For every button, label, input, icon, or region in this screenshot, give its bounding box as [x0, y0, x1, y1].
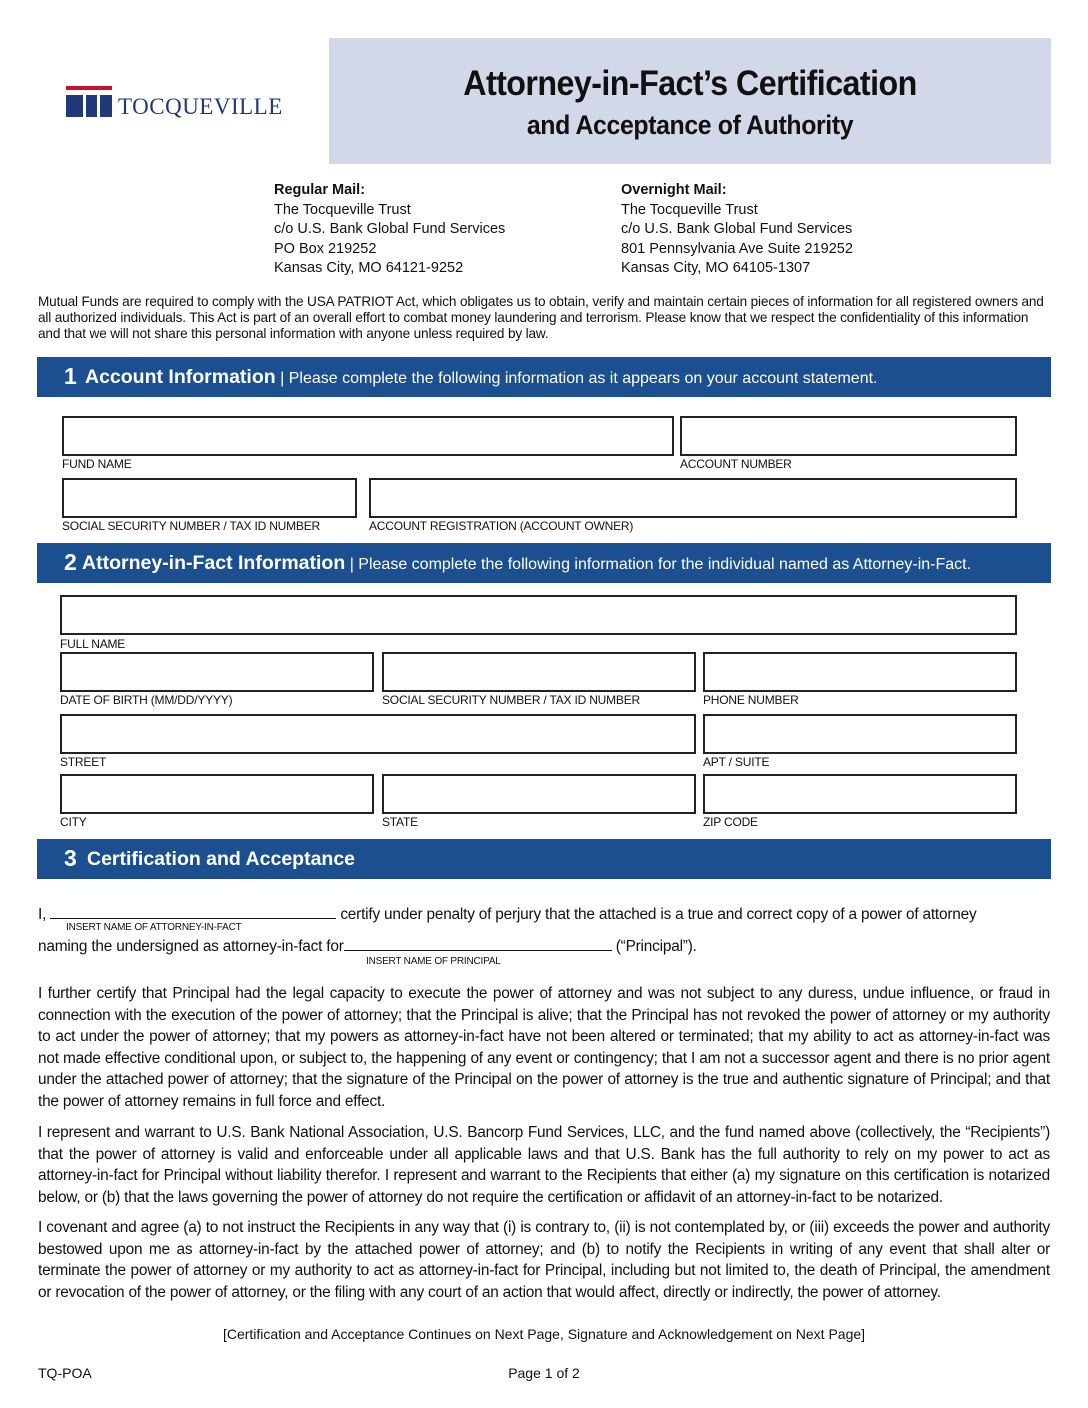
- state-field[interactable]: [382, 774, 696, 814]
- regular-mail-address: [274, 181, 505, 279]
- logo-text: TOCQUEVILLE: [118, 94, 283, 119]
- ssn-field[interactable]: [62, 478, 357, 518]
- section-2-header: [37, 543, 1051, 583]
- apt-suite-label: APT / SUITE: [703, 755, 770, 769]
- section-number: 3: [64, 845, 77, 871]
- principal-name-blank[interactable]: [344, 936, 612, 951]
- address-line: 801 Pennsylvania Ave Suite 219252: [621, 240, 853, 257]
- phone-field[interactable]: [703, 652, 1017, 692]
- page-number: Page 1 of 2: [508, 1365, 580, 1381]
- section-3-header: [37, 839, 1051, 879]
- phone-label: PHONE NUMBER: [703, 693, 799, 707]
- fund-name-field[interactable]: [62, 416, 674, 456]
- full-name-field[interactable]: [60, 595, 1017, 635]
- state-label: STATE: [382, 815, 418, 829]
- page-subtitle: and Acceptance of Authority: [526, 110, 854, 140]
- insert-principal-hint: INSERT NAME OF PRINCIPAL: [366, 956, 501, 967]
- certification-paragraph-2: I represent and warrant to U.S. Bank National Association, U.S. Bancorp Fund Services, LLC, and the fund named above (collectively, the “Recipients”) that the power of attorney is valid and enforceable under all applicable laws and that U.S. Bank has the full authority to rely on my power to act as attorney-in-fact for Principal without liability therefor. I represent and warrant to the Recipients that either (a) my signature on this certification is notarized below, or (b) that the laws governing the power of attorney do not require the certification or affidavit of an attorney-in-fact to be notarized.: [38, 1124, 1050, 1206]
- dob-label: DATE OF BIRTH (MM/DD/YYYY): [60, 693, 233, 707]
- tocqueville-logo: [66, 86, 311, 120]
- logo-mark-icon: [66, 86, 112, 118]
- address-line: c/o U.S. Bank Global Fund Services: [274, 221, 506, 237]
- overnight-mail-heading: Overnight Mail:: [621, 182, 727, 198]
- section-number: 2: [64, 549, 77, 575]
- title-block: [329, 38, 1051, 164]
- city-field[interactable]: [60, 774, 374, 814]
- insert-aif-hint: INSERT NAME OF ATTORNEY-IN-FACT: [66, 922, 242, 933]
- section-title: Attorney-in-Fact Information | Please complete the following information for the individual named as Attorney-in-Fact.: [82, 552, 972, 574]
- section-title: Account Information | Please complete the following information as it appears on your account statement.: [85, 366, 878, 388]
- address-line: PO Box 219252: [274, 240, 377, 257]
- address-line: Kansas City, MO 64121-9252: [274, 260, 464, 276]
- account-number-field[interactable]: [680, 416, 1017, 456]
- city-label: CITY: [60, 815, 87, 829]
- apt-suite-field[interactable]: [703, 714, 1017, 754]
- account-registration-field[interactable]: [369, 478, 1017, 518]
- certification-paragraph-3: I covenant and agree (a) to not instruct the Recipients in any way that (i) is contrary to, (ii) is not contemplated by, or (iii) exceeds the power and authority bestowed upon me as attorney-in-fact by the attached power of attorney; and (b) to notify the Recipients in writing of any event that shall alter or terminate the power of attorney or my authority to act as attorney-in-fact for Principal, including but not limited to, the death of Principal, the amendment or revocation of the power of attorney, or the filing with any court of an action that would affect, directly or indirectly, the power of attorney.: [38, 1219, 1050, 1301]
- zip-code-label: ZIP CODE: [703, 815, 758, 829]
- form-id: TQ-POA: [38, 1365, 92, 1381]
- aif-ssn-label: SOCIAL SECURITY NUMBER / TAX ID NUMBER: [382, 693, 640, 707]
- naming-line: naming the undersigned as attorney-in-fact for (“Principal”).: [38, 938, 697, 955]
- address-line: Kansas City, MO 64105-1307: [621, 260, 811, 276]
- section-title: Certification and Acceptance: [87, 848, 356, 870]
- ssn-label: SOCIAL SECURITY NUMBER / TAX ID NUMBER: [62, 519, 320, 533]
- full-name-label: FULL NAME: [60, 637, 126, 651]
- address-line: The Tocqueville Trust: [274, 201, 411, 218]
- account-number-label: ACCOUNT NUMBER: [680, 457, 792, 471]
- address-line: The Tocqueville Trust: [621, 201, 758, 218]
- street-field[interactable]: [60, 714, 696, 754]
- certification-line: I, certify under penalty of perjury that the attached is a true and correct copy of a power of attorney: [38, 906, 977, 923]
- page-title: Attorney-in-Fact’s Certification: [463, 64, 917, 103]
- overnight-mail-address: [621, 181, 853, 279]
- fund-name-label: FUND NAME: [62, 457, 132, 471]
- continues-note: [Certification and Acceptance Continues on Next Page, Signature and Acknowledgement on Next Page]: [222, 1326, 866, 1342]
- patriot-act-notice: Mutual Funds are required to comply with the USA PATRIOT Act, which obligates us to obtain, verify and maintain certain pieces of information for all registered owners and all authorized individuals. This Act is part of an overall effort to combat money laundering and terrorism. Please know that we respect the confidentiality of this information and that we will not share this personal information with anyone unless required by law.: [38, 294, 1044, 341]
- regular-mail-heading: Regular Mail:: [274, 182, 366, 198]
- address-line: c/o U.S. Bank Global Fund Services: [621, 221, 853, 237]
- section-1-header: [37, 357, 1051, 397]
- section-number: 1: [64, 363, 77, 389]
- certification-paragraph-1: I further certify that Principal had the legal capacity to execute the power of attorney and was not subject to any duress, undue influence, or fraud in connection with the execution of the power of attorney; that the Principal is alive; that the Principal has not revoked the power of attorney or my authority to act under the power of attorney; that my powers as attorney-in-fact have not been altered or terminated; that my ability to act as attorney-in-fact was not made effective conditional upon, or subject to, the happening of any event or contingency; that I am not a successor agent and there is no prior agent under the attached power of attorney; that the signature of the Principal on the power of attorney is the true and authentic signature of Principal; and that the power of attorney remains in full force and effect.: [38, 985, 1050, 1110]
- attorney-name-blank[interactable]: [50, 904, 336, 919]
- dob-field[interactable]: [60, 652, 374, 692]
- aif-ssn-field[interactable]: [382, 652, 696, 692]
- street-label: STREET: [60, 755, 107, 769]
- account-registration-label: ACCOUNT REGISTRATION (ACCOUNT OWNER): [369, 519, 634, 533]
- zip-code-field[interactable]: [703, 774, 1017, 814]
